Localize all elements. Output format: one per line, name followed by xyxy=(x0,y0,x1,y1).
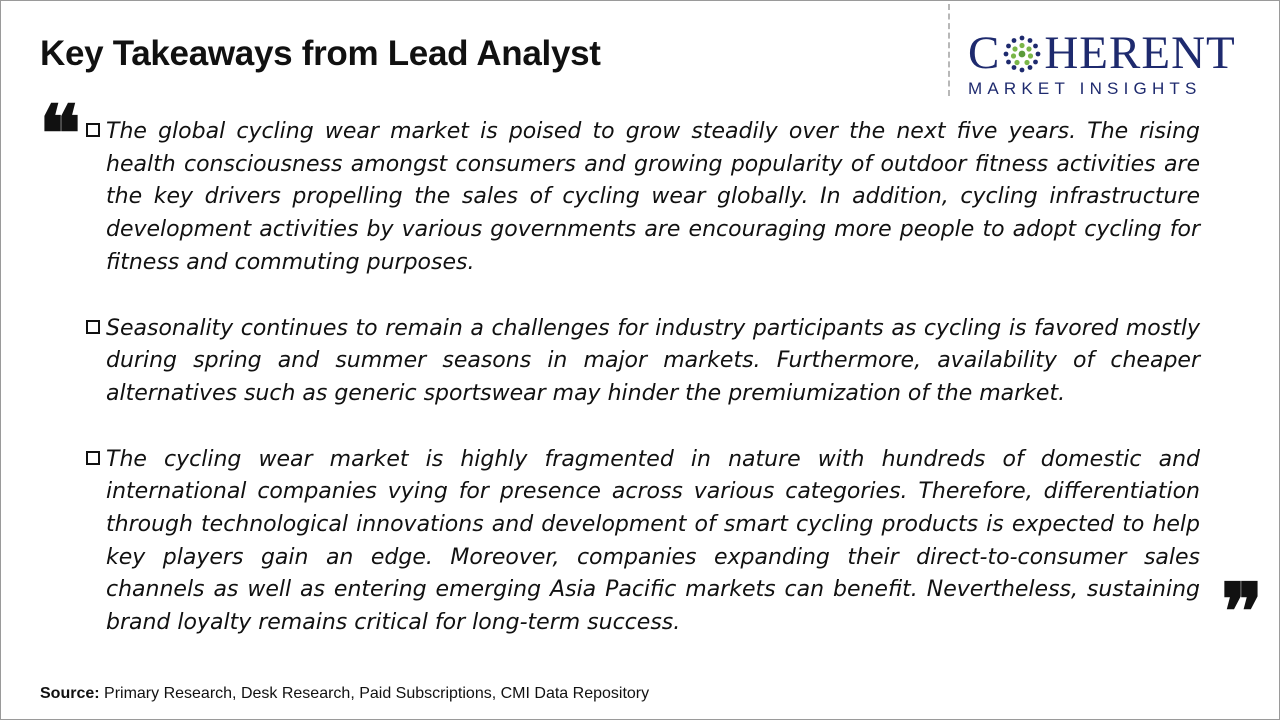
source-label: Source: xyxy=(40,685,100,702)
takeaways-list xyxy=(86,116,1200,673)
takeaway-item xyxy=(86,444,1200,640)
takeaway-item xyxy=(86,313,1200,411)
logo-letter-c: C xyxy=(968,27,1001,79)
logo-dot-globe-icon xyxy=(1002,34,1042,74)
takeaway-text: The cycling wear market is highly fragmented in nature with hundreds of domestic and international companies vying for presence across various categories. Therefore, differentiation through technological innovations and development of smart cycling products is expected to help key players gain an edge. Moreover, companies expanding their direct-to-consumer sales channels as well as entering emerging Asia Pacific markets can benefit. Nevertheless, sustaining brand loyalty remains critical for long-term success. xyxy=(106,446,1200,636)
close-quote-icon: ❞ xyxy=(1221,569,1263,656)
logo-tagline: MARKET INSIGHTS xyxy=(968,79,1202,98)
logo-letters-herent: HERENT xyxy=(1044,27,1236,79)
checkbox-bullet-icon xyxy=(86,451,100,465)
page-title: Key Takeaways from Lead Analyst xyxy=(40,34,601,73)
checkbox-bullet-icon xyxy=(86,320,100,334)
checkbox-bullet-icon xyxy=(86,123,100,137)
takeaway-text: Seasonality continues to remain a challenges for industry participants as cycling is favored mostly during spring and summer seasons in major markets. Furthermore, availability of cheaper alternatives such as generic sportswear may hinder the premiumization of the market. xyxy=(106,315,1200,406)
takeaway-item xyxy=(86,116,1200,280)
open-quote-icon: ❝ xyxy=(39,91,81,178)
logo-wordmark xyxy=(968,27,1260,79)
source-note xyxy=(40,685,649,703)
source-text: Primary Research, Desk Research, Paid Subscriptions, CMI Data Repository xyxy=(99,685,650,702)
coherent-market-insights-logo xyxy=(968,27,1260,99)
logo-divider xyxy=(948,4,950,96)
takeaway-text: The global cycling wear market is poised to grow steadily over the next five years. The rising health consciousness amongst consumers and growing popularity of outdoor fitness activities are the key drivers propelling the sales of cycling wear globally. In addition, cycling infrastructure development activities by various governments are encouraging more people to adopt cycling for fitness and commuting purposes. xyxy=(106,119,1200,275)
